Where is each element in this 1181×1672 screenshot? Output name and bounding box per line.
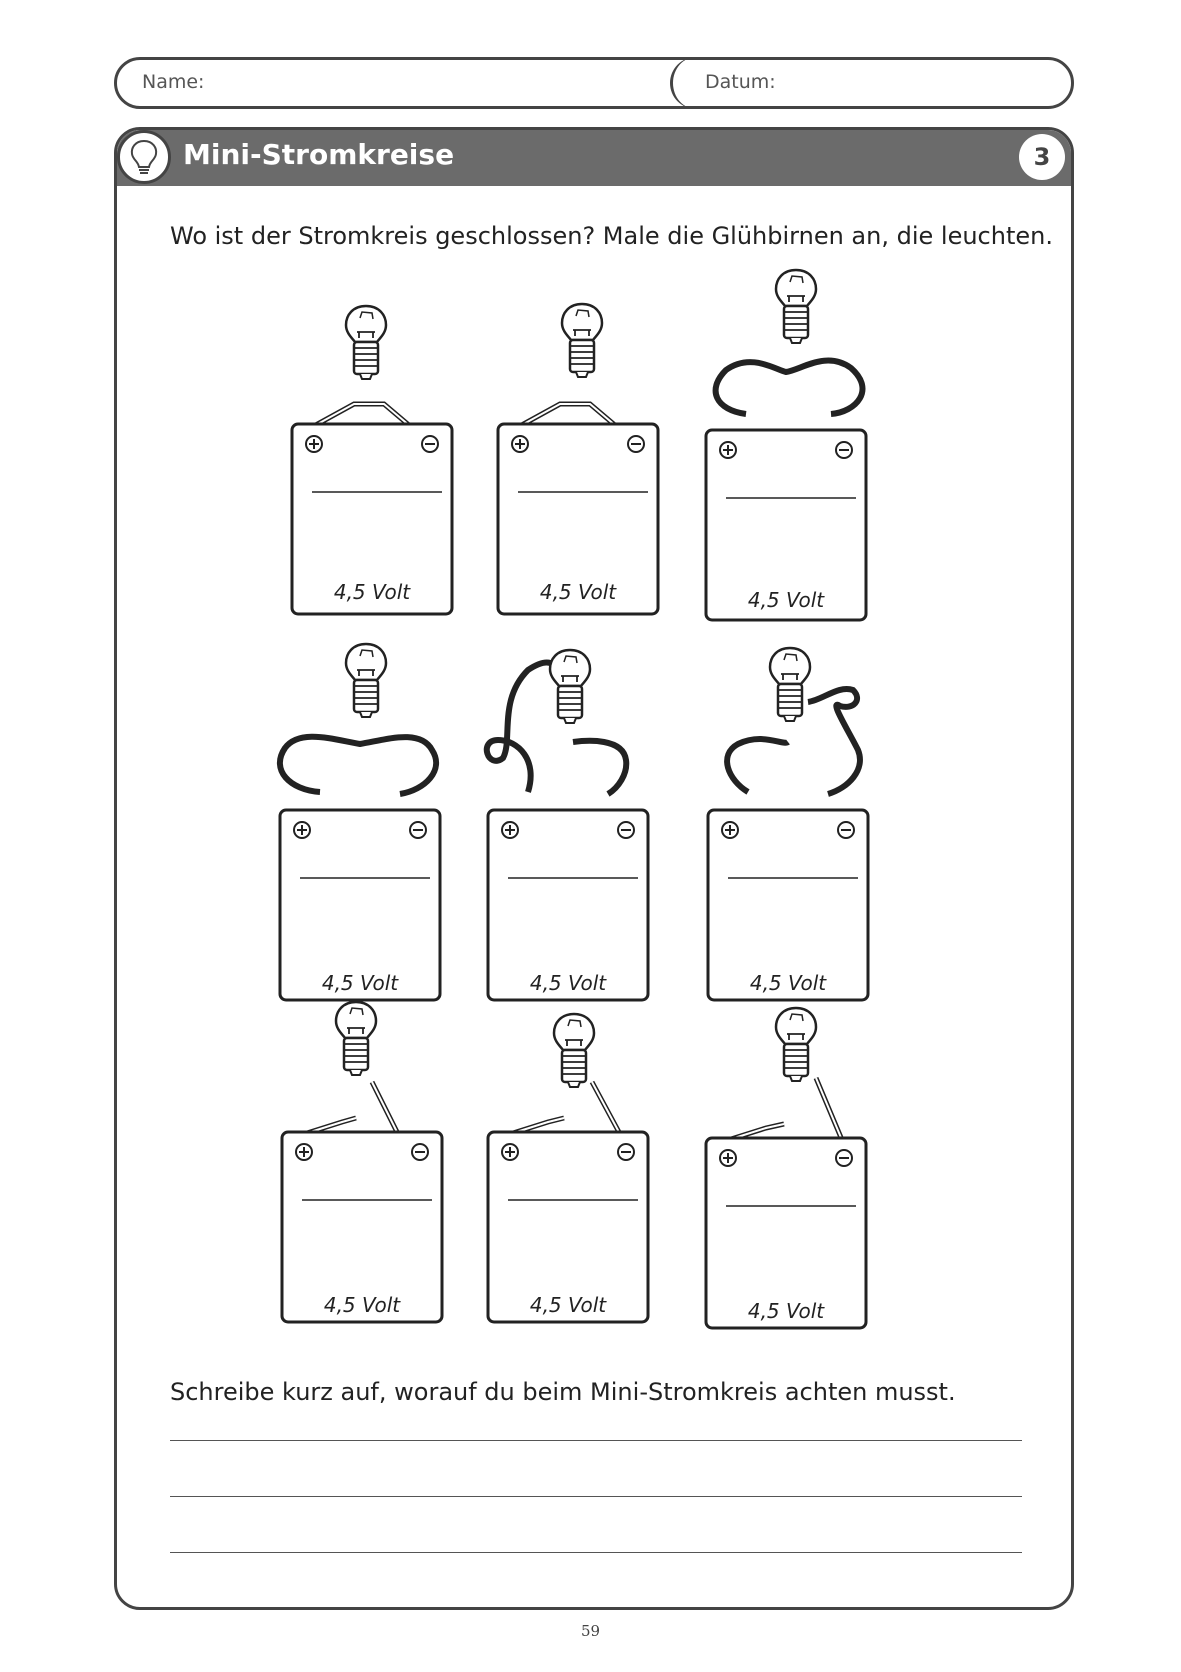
answer-line-2[interactable]: [170, 1496, 1022, 1497]
battery-9: [706, 1008, 866, 1328]
battery-4-label: 4,5 Volt: [321, 971, 399, 995]
battery-8: [488, 1014, 648, 1322]
battery-5-label: 4,5 Volt: [529, 971, 607, 995]
answer-line-1[interactable]: [170, 1440, 1022, 1441]
date-label: Datum:: [705, 71, 776, 93]
battery-6-label: 4,5 Volt: [749, 971, 827, 995]
worksheet-title: Mini-Stromkreise: [183, 138, 455, 171]
battery-2: [498, 304, 658, 614]
answer-line-3[interactable]: [170, 1552, 1022, 1553]
task2-instruction: Schreibe kurz auf, worauf du beim Mini-Stromkreis achten musst.: [170, 1378, 956, 1406]
battery-2-label: 4,5 Volt: [539, 580, 617, 604]
battery-3-label: 4,5 Volt: [747, 588, 825, 612]
task1-instruction: Wo ist der Stromkreis geschlossen? Male die Glühbirnen an, die leuchten.: [170, 222, 1053, 250]
battery-5: [487, 650, 648, 1000]
battery-1-label: 4,5 Volt: [333, 580, 411, 604]
battery-3: [706, 270, 866, 620]
worksheet-number: 3: [1019, 134, 1065, 180]
battery-8-label: 4,5 Volt: [529, 1293, 607, 1317]
battery-9-label: 4,5 Volt: [747, 1299, 825, 1323]
name-label: Name:: [142, 71, 205, 93]
page-number: 59: [580, 1622, 601, 1640]
battery-7-label: 4,5 Volt: [323, 1293, 401, 1317]
battery-1: [292, 306, 452, 614]
battery-7: [282, 1002, 442, 1322]
battery-6: [708, 648, 868, 1000]
battery-4: [280, 644, 440, 1000]
